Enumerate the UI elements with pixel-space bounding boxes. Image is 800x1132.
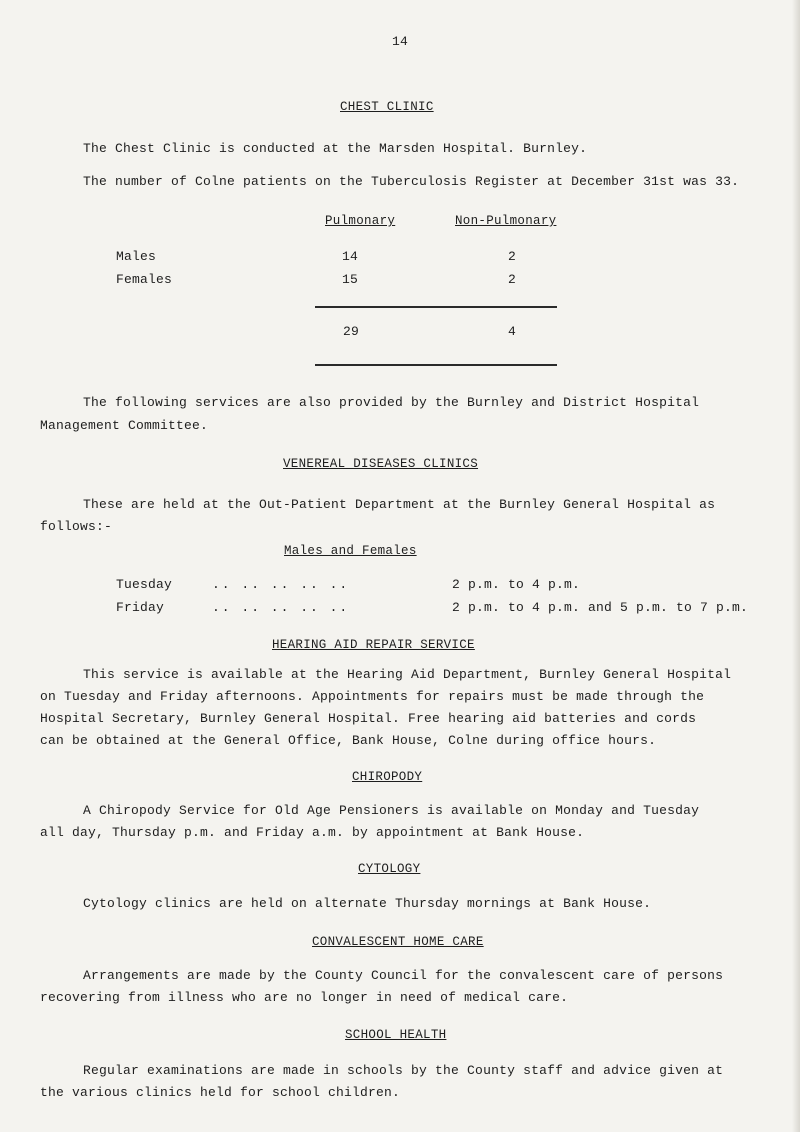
table-row-label: Males [116, 249, 157, 264]
clinic-time: 2 p.m. to 4 p.m. [452, 577, 581, 592]
hearing-line: on Tuesday and Friday afternoons. Appointments for repairs must be made through the [40, 689, 705, 704]
table-row-label: Females [116, 272, 173, 287]
hearing-line: Hospital Secretary, Burnley General Hospital. Free hearing aid batteries and cords [40, 711, 697, 726]
total-non-pulmonary: 4 [508, 324, 517, 339]
page-edge-shadow [792, 0, 800, 1132]
table-cell: 15 [342, 272, 359, 287]
school-health-line: the various clinics held for school children. [40, 1085, 401, 1100]
chest-clinic-line-2: The number of Colne patients on the Tuberculosis Register at December 31st was 33. [83, 174, 740, 189]
chiropody-heading: CHIROPODY [352, 770, 423, 784]
chest-clinic-line-1: The Chest Clinic is conducted at the Marsden Hospital. Burnley. [83, 141, 588, 156]
page-number: 14 [392, 34, 409, 49]
school-health-line: Regular examinations are made in schools by the County staff and advice given at [83, 1063, 724, 1078]
clinic-day: Tuesday [116, 577, 173, 592]
males-females-subheading: Males and Females [284, 544, 417, 558]
non-pulmonary-header: Non-Pulmonary [455, 214, 557, 228]
table-cell: 2 [508, 272, 517, 287]
school-health-heading: SCHOOL HEALTH [345, 1028, 447, 1042]
pulmonary-header: Pulmonary [325, 214, 396, 228]
venereal-line-1: These are held at the Out-Patient Department at the Burnley General Hospital as [83, 497, 716, 512]
hearing-aid-heading: HEARING AID REPAIR SERVICE [272, 638, 475, 652]
venereal-line-2: follows:- [40, 519, 113, 534]
services-line-2: Management Committee. [40, 418, 209, 433]
chest-clinic-heading: CHEST CLINIC [340, 100, 434, 114]
cytology-heading: CYTOLOGY [358, 862, 421, 876]
clinic-day: Friday [116, 600, 165, 615]
leader-dots: .. .. .. .. .. [212, 600, 350, 615]
table-rule-bottom [315, 364, 557, 366]
chiropody-line: A Chiropody Service for Old Age Pensioners is available on Monday and Tuesday [83, 803, 700, 818]
convalescent-line: Arrangements are made by the County Council for the convalescent care of persons [83, 968, 724, 983]
venereal-heading: VENEREAL DISEASES CLINICS [283, 457, 479, 471]
hearing-line: This service is available at the Hearing Aid Department, Burnley General Hospital [83, 667, 732, 682]
convalescent-line: recovering from illness who are no longer in need of medical care. [40, 990, 569, 1005]
clinic-time: 2 p.m. to 4 p.m. and 5 p.m. to 7 p.m. [452, 600, 749, 615]
leader-dots: .. .. .. .. .. [212, 577, 350, 592]
services-line-1: The following services are also provided by the Burnley and District Hospital [83, 395, 700, 410]
chiropody-line: all day, Thursday p.m. and Friday a.m. by appointment at Bank House. [40, 825, 585, 840]
total-pulmonary: 29 [343, 324, 360, 339]
table-cell: 2 [508, 249, 517, 264]
table-cell: 14 [342, 249, 359, 264]
hearing-line: can be obtained at the General Office, Bank House, Colne during office hours. [40, 733, 657, 748]
table-rule-top [315, 306, 557, 308]
cytology-line: Cytology clinics are held on alternate Thursday mornings at Bank House. [83, 896, 652, 911]
convalescent-heading: CONVALESCENT HOME CARE [312, 935, 484, 949]
